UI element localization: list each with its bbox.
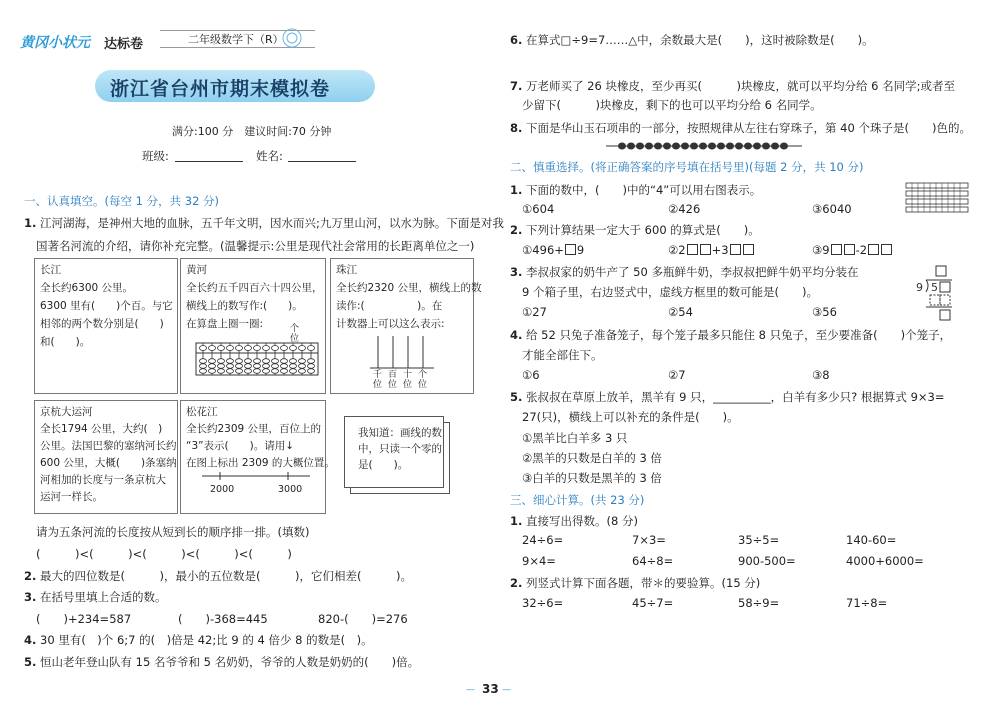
q4: 4. 30 里有( )个 6;7 的( )倍是 42;比 9 的 4 倍少 8 的数是( )。: [24, 633, 373, 647]
c4-opt-a[interactable]: ①6: [522, 368, 540, 382]
abacus-ge-label: 个位: [290, 324, 300, 344]
q8: 8. 下面是华山玉石项串的一部分，按照规律从左往右穿珠子，第 40 个珠子是( )色的。: [510, 121, 971, 135]
d2-item-4[interactable]: 71÷8=: [846, 596, 888, 610]
d1-r2-c2[interactable]: 64÷8=: [632, 554, 674, 568]
number-line-tick-2000: 2000: [210, 484, 235, 495]
c4-opt-b[interactable]: ②7: [668, 368, 686, 382]
card-jh-l2: 公里。法国巴黎的塞纳河长约: [40, 440, 177, 452]
page-number-deco-left: —: [466, 685, 475, 695]
order-instruction: 请为五条河流的长度按从短到长的顺序排一排。(填数): [36, 525, 310, 539]
name-field[interactable]: [288, 161, 356, 162]
card-hh-title: 黄河: [186, 264, 207, 276]
note-l3: 是( )。: [358, 459, 409, 471]
c1-opt-c[interactable]: ③6040: [812, 202, 852, 216]
c5-opt-a[interactable]: ①黑羊比白羊多 3 只: [522, 431, 628, 445]
grade-label: 二年级数学下（R）: [188, 33, 284, 46]
c2-opt-b[interactable]: ②2 +3: [668, 243, 755, 257]
page-number-deco-right: —: [502, 685, 511, 695]
counter-label-tens: 十位: [403, 370, 413, 390]
card-jh-l4: 河相加的长度与一条京杭大: [40, 474, 166, 486]
long-division-image: [910, 265, 954, 323]
c4-line2: 才能全部住下。: [522, 348, 603, 362]
q7-line2: 少留下( )块橡皮，剩下的也可以平均分给 6 名同学。: [522, 98, 822, 112]
c2-opt-a[interactable]: ①496+ 9: [522, 243, 585, 257]
swirl-icon: [278, 27, 306, 49]
d2-item-1[interactable]: 32÷6=: [522, 596, 564, 610]
page-title: 浙江省台州市期末模拟卷: [110, 78, 331, 100]
q7-line1: 7. 万老师买了 26 块橡皮，至少再买( )块橡皮，就可以平均分给 6 名同学;或者至: [510, 79, 955, 93]
card-zj-title: 珠江: [336, 264, 357, 276]
c2-opt-c[interactable]: ③9 -2: [812, 243, 893, 257]
card-cj-l2: 6300 里有( )个百。与它: [40, 300, 173, 312]
c5-line2: 27(只)，横线上可以补充的条件是( )。: [522, 410, 739, 424]
c1-opt-b[interactable]: ②426: [668, 202, 701, 216]
card-cj-l4: 和( )。: [40, 336, 91, 348]
d2: 2. 列竖式计算下面各题，带＊的要验算。(15 分): [510, 576, 761, 590]
c3-opt-c[interactable]: ③56: [812, 305, 837, 319]
q3: 3. 在括号里填上合适的数。: [24, 590, 167, 604]
card-cj-l3: 相邻的两个数分别是( ): [40, 318, 164, 330]
card-jh-l1: 全长1794 公里，大约( ): [40, 423, 163, 435]
q1-line1: 1. 江河湖海，是神州大地的血脉，五千年文明，因水而兴;九万里山河，以水为脉。下面是对我: [24, 216, 504, 230]
section-1-heading: 一、认真填空。(每空 1 分，共 32 分): [24, 194, 220, 208]
card-hh-l3: 在算盘上圈一圈:: [186, 318, 264, 330]
bead-string-image: [604, 139, 804, 153]
brand-logo: 黄冈小状元: [20, 35, 90, 51]
c5-opt-c[interactable]: ③白羊的只数是黑羊的 3 倍: [522, 471, 662, 485]
card-cj-title: 长江: [40, 264, 61, 276]
c4-opt-c[interactable]: ③8: [812, 368, 830, 382]
d1-r2-c3[interactable]: 900-500=: [738, 554, 796, 568]
svg-text:9: 9: [916, 281, 923, 294]
name-label: 姓名:: [256, 149, 283, 163]
d1-r2-c1[interactable]: 9×4=: [522, 554, 556, 568]
card-shj-title: 松花江: [186, 406, 218, 418]
note-l2: 中，只读一个零的: [358, 443, 442, 455]
d1-r1-c1[interactable]: 24÷6=: [522, 533, 564, 547]
card-jh-l5: 运河一样长。: [40, 491, 103, 503]
c2: 2. 下列计算结果一定大于 600 的算式是( )。: [510, 223, 760, 237]
order-row[interactable]: ( )<( )<( )<( )<( ): [36, 547, 292, 561]
section-3-heading: 三、细心计算。(共 23 分): [510, 493, 645, 507]
counter-label-hundreds: 百位: [388, 370, 398, 390]
series-label: 达标卷: [104, 37, 144, 52]
c5-opt-b[interactable]: ②黑羊的只数是白羊的 3 倍: [522, 451, 662, 465]
d1-r1-c2[interactable]: 7×3=: [632, 533, 666, 547]
c3-opt-a[interactable]: ①27: [522, 305, 547, 319]
card-shj-l1: 全长约2309 公里，百位上的: [186, 423, 322, 435]
card-hh-l1: 全长约五千四百六十四公里，: [186, 282, 323, 294]
c1-opt-a[interactable]: ①604: [522, 202, 555, 216]
number-line-tick-3000: 3000: [278, 484, 303, 495]
c1: 1. 下面的数中，( )中的“4”可以用右图表示。: [510, 183, 762, 197]
abacus-icon[interactable]: [195, 342, 319, 376]
q3-item-1[interactable]: ( )+234=587: [36, 612, 132, 626]
q1-line2: 国著名河流的介绍，请你补充完整。(温馨提示:公里是现代社会常用的长距离单位之一): [36, 239, 475, 253]
card-jh-l3: 600 公里，大概( )条塞纳: [40, 457, 177, 469]
d1-r1-c4[interactable]: 140-60=: [846, 533, 897, 547]
d1-r2-c4[interactable]: 4000+6000=: [846, 554, 924, 568]
d1-r1-c3[interactable]: 35÷5=: [738, 533, 780, 547]
svg-text:5: 5: [931, 281, 938, 294]
counter-label-ones: 个位: [418, 370, 428, 390]
q3-item-2[interactable]: ( )-368=445: [178, 612, 268, 626]
class-label: 班级:: [142, 149, 169, 163]
card-shj-l3: 在图上标出 2309 的大概位置。: [186, 457, 335, 469]
section-2-heading: 二、慎重选择。(将正确答案的序号填在括号里)(每题 2 分，共 10 分): [510, 160, 864, 174]
card-zj-l1: 全长约2320 公里，横线上的数: [336, 282, 482, 294]
c4-line1: 4. 给 52 只兔子准备笼子，每个笼子最多只能住 8 只兔子，至少要准备( )个笼子，: [510, 328, 952, 342]
card-zj-l3: 计数器上可以这么表示:: [336, 318, 445, 330]
class-field[interactable]: [175, 161, 243, 162]
d2-item-2[interactable]: 45÷7=: [632, 596, 674, 610]
q3-item-3[interactable]: 820-( )=276: [318, 612, 408, 626]
q2: 2. 最大的四位数是( )，最小的五位数是( )，它们相差( )。: [24, 569, 412, 583]
d2-item-3[interactable]: 58÷9=: [738, 596, 780, 610]
c3-line1: 3. 李叔叔家的奶牛产了 50 多瓶鲜牛奶，李叔叔把鲜牛奶平均分装在: [510, 265, 859, 279]
c3-opt-b[interactable]: ②54: [668, 305, 693, 319]
base-ten-blocks-icon: [904, 181, 970, 223]
page-number: 33: [482, 682, 499, 696]
card-hh-l2: 横线上的数写作:( )。: [186, 300, 303, 312]
note-l1: 我知道：画线的数: [358, 427, 442, 439]
c5-line1: 5. 张叔叔在草原上放羊，黑羊有 9 只，__________，白羊有多少只? 根据算式 9×3=: [510, 390, 945, 404]
card-shj-l2: “3”表示( )。请用↓: [186, 440, 295, 452]
card-cj-l1: 全长约6300 公里。: [40, 282, 134, 294]
card-zj-l2: 读作:( )。在: [336, 300, 443, 312]
c3-line2: 9 个箱子里，右边竖式中，虚线方框里的数可能是( )。: [522, 285, 818, 299]
q6: 6. 在算式□÷9=7……△中，余数最大是( )，这时被除数是( )。: [510, 33, 874, 47]
counter-label-thousands: 千位: [373, 370, 383, 390]
counter-icon[interactable]: [368, 334, 436, 370]
q5: 5. 恒山老年登山队有 15 名爷爷和 5 名奶奶，爷爷的人数是奶奶的( )倍。: [24, 655, 420, 669]
d1: 1. 直接写出得数。(8 分): [510, 514, 638, 528]
card-jh-title: 京杭大运河: [40, 406, 93, 418]
exam-meta: 满分:100 分 建议时间:70 分钟: [172, 125, 332, 138]
